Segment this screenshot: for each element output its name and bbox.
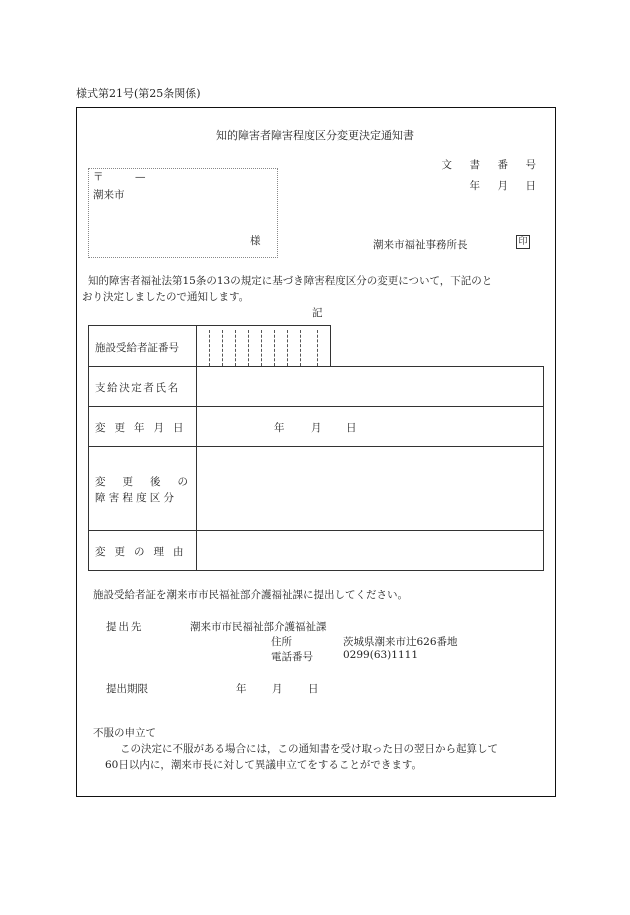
digit-divider [209, 330, 210, 366]
digit-divider [317, 330, 318, 366]
submit-instruction: 施設受給者証を潮来市市民福祉部介護福祉課に提出してください。 [93, 589, 408, 601]
form-number: 様式第21号(第25条関係) [76, 87, 201, 100]
document-number-label: 文 書 番 号 [441, 159, 536, 171]
deadline-date: 年 月 日 [236, 683, 319, 695]
label-certificate-number: 施設受給者証番号 [95, 342, 179, 354]
address-label: 住所 [271, 636, 292, 648]
label-change-date: 変更年月日 [95, 422, 193, 434]
body-text-line1: 知的障害者福祉法第15条の13の規定に基づき障害程度区分の変更について，下記のと [88, 275, 493, 287]
digit-divider [222, 330, 223, 366]
recipient-city: 潮来市 [93, 189, 125, 201]
issuer-office: 潮来市福祉事務所長 [373, 239, 468, 251]
submission-label: 提出先 [106, 621, 144, 633]
digit-divider [235, 330, 236, 366]
label-new-level-line1: 変更後の [95, 476, 205, 488]
postal-code-mark: 〒 — [93, 171, 146, 183]
deadline-label: 提出期限 [106, 683, 148, 695]
digit-divider [248, 330, 249, 366]
objection-text-line1: この決定に不服がある場合には，この通知書を受け取った日の翌日から起算して [120, 743, 498, 755]
objection-text-line2: 60日以内に，潮来市長に対して異議申立てをすることができます。 [105, 759, 423, 771]
phone-value: 0299(63)1111 [343, 649, 418, 661]
change-date-month: 月 [311, 422, 322, 434]
digit-divider [300, 330, 301, 366]
issue-date-label: 年 月 日 [469, 180, 536, 192]
digit-divider [274, 330, 275, 366]
change-date-day: 日 [346, 422, 357, 434]
digit-divider [287, 330, 288, 366]
phone-label: 電話番号 [271, 651, 313, 663]
digit-divider [261, 330, 262, 366]
objection-heading: 不服の申立て [93, 727, 156, 739]
label-recipient-name: 支給決定者氏名 [95, 382, 180, 394]
change-date-year: 年 [274, 422, 285, 434]
address-value: 茨城県潮来市辻626番地 [343, 636, 458, 648]
honorific-sama: 様 [250, 235, 261, 247]
ki-heading: 記 [312, 307, 323, 319]
submission-department: 潮来市市民福祉部介護福祉課 [190, 621, 327, 633]
body-text-line2: おり決定しましたので通知します。 [82, 291, 250, 303]
label-new-level-line2: 障害程度区分 [95, 492, 178, 504]
document-title: 知的障害者障害程度区分変更決定通知書 [216, 129, 414, 142]
label-change-reason: 変更の理由 [95, 546, 193, 558]
seal-mark: 印 [516, 235, 530, 249]
